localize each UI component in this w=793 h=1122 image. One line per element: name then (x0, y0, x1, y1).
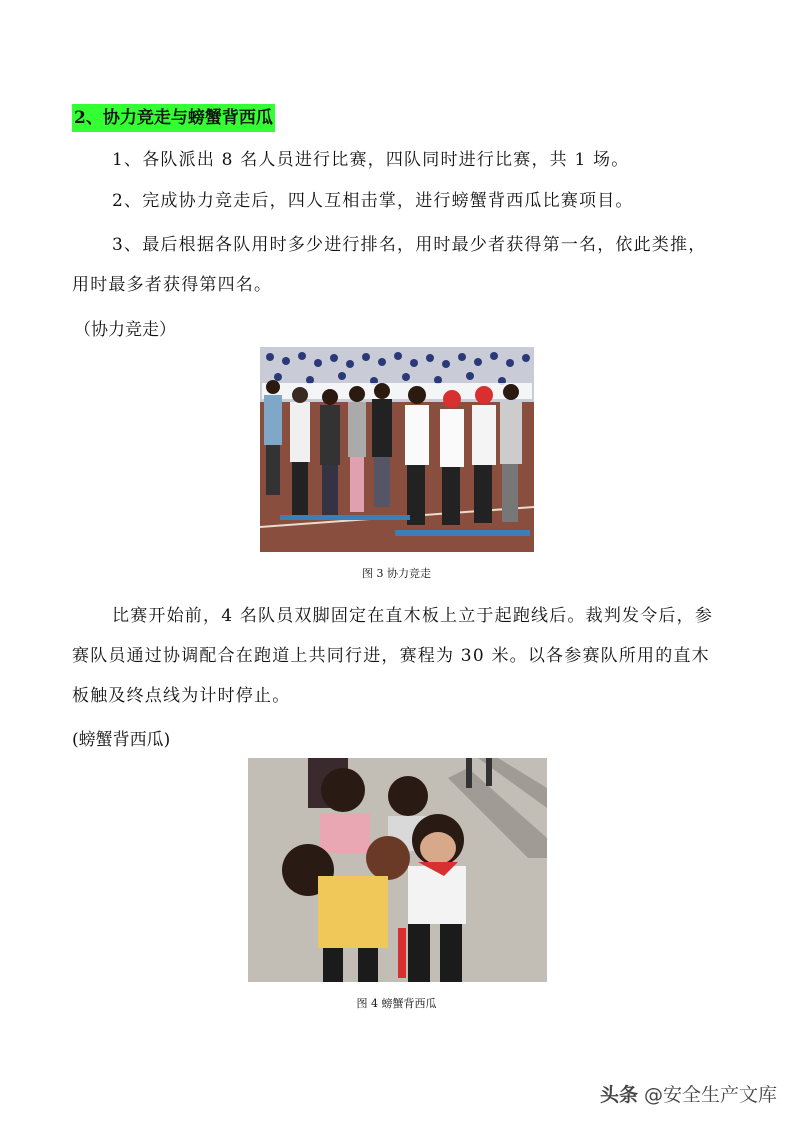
cooperative-walking-photo (260, 347, 534, 552)
watermark-text: @安全生产文库 (643, 1084, 777, 1106)
figure-4-caption: 图 4 螃蟹背西瓜 (356, 997, 437, 1010)
part2-label: (螃蟹背西瓜) (72, 730, 171, 750)
watermark-logo: 头条 (599, 1084, 638, 1106)
figure-3-caption: 图 3 协力竞走 (362, 567, 431, 580)
rule-3: 3、最后根据各队用时多少进行排名，用时最少者获得第一名，依此类推，用时最多者获得第四名。 (72, 235, 707, 295)
crab-watermelon-photo (248, 758, 547, 982)
part1-label: （协力竞走） (74, 320, 176, 340)
rule-1: 1、各队派出 8 名人员进行比赛，四队同时进行比赛，共 1 场。 (112, 150, 630, 170)
rule-2: 2、完成协力竞走后，四人互相击掌，进行螃蟹背西瓜比赛项目。 (112, 191, 634, 211)
part1-description: 比赛开始前，4 名队员双脚固定在直木板上立于起跑线后。裁判发令后，参赛队员通过协调配合在跑道上共同行进，赛程为 30 米。以各参赛队所用的直木板触及终点线为计时停止。 (72, 606, 714, 706)
watermark (600, 1080, 777, 1107)
section-heading: 2、协力竞走与螃蟹背西瓜 (72, 104, 275, 132)
